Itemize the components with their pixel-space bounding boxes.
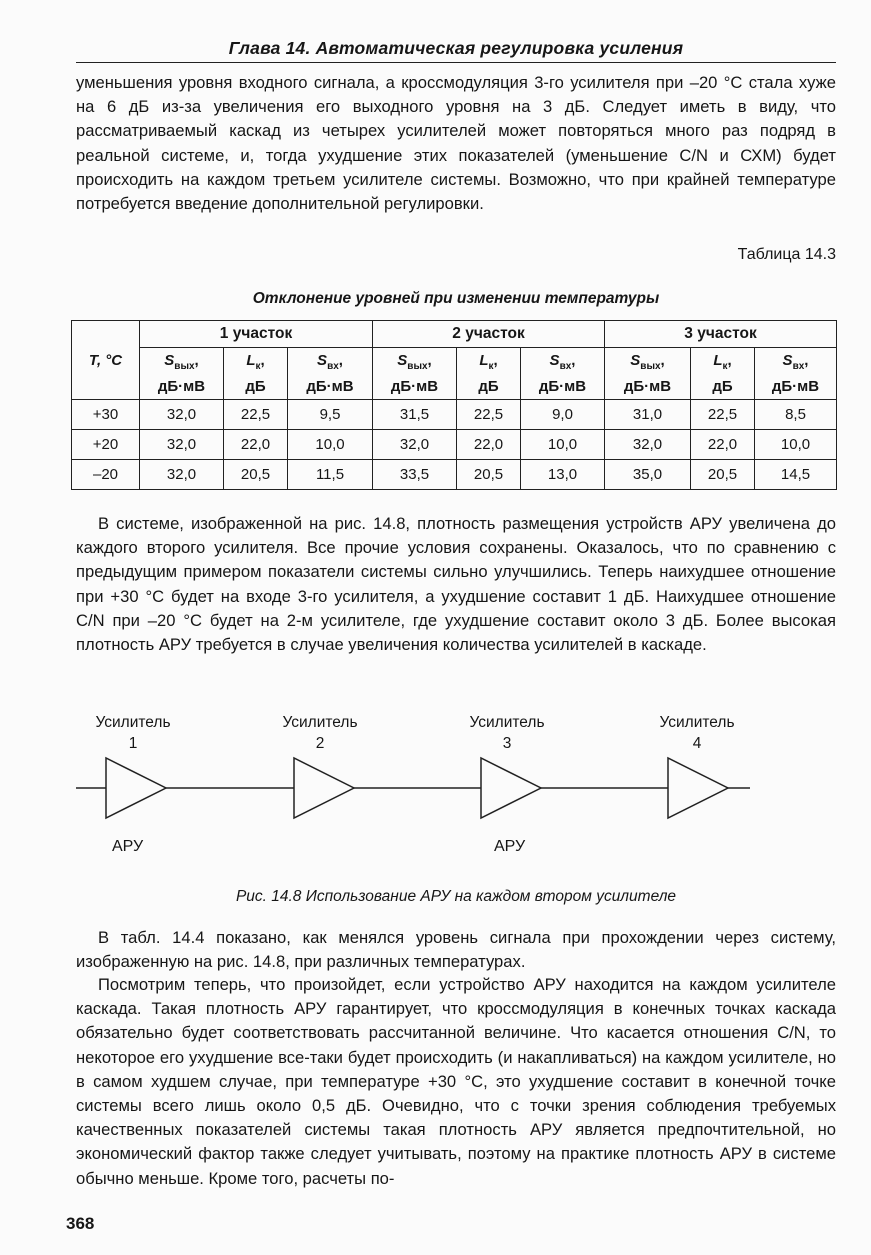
table-cell: 20,5 (224, 460, 288, 490)
amplifier-number: 4 (692, 735, 702, 752)
table-cell: 22,0 (224, 430, 288, 460)
column-symbol: S (317, 351, 328, 369)
table-column-header (521, 348, 605, 400)
table-cell: 33,5 (373, 460, 457, 490)
table-column-header (755, 348, 837, 400)
table-cell: 13,0 (521, 460, 605, 490)
amplifier-number: 3 (502, 735, 512, 752)
temperature-cell: +30 (72, 400, 140, 430)
column-unit: дБ (478, 377, 499, 395)
running-head-title: Глава 14. Автоматическая регулировка усиления (228, 38, 684, 58)
amplifier-label-3 (447, 712, 567, 754)
figure-14-8 (70, 706, 790, 866)
agc-label-amplifier-1: АРУ (112, 838, 144, 855)
table-cell: 22,5 (691, 400, 755, 430)
column-symbol-subscript: вых (640, 360, 661, 372)
table-cell: 10,0 (288, 430, 373, 460)
column-symbol: S (549, 351, 560, 369)
column-symbol-separator: , (338, 351, 343, 369)
table-cell: 8,5 (755, 400, 837, 430)
table-subheader-row (72, 348, 837, 400)
column-unit: дБ (245, 377, 266, 395)
amplifier-label-4 (637, 712, 757, 754)
column-unit: дБ·мВ (157, 377, 206, 395)
header-divider (76, 62, 836, 63)
column-symbol-subscript: вых (407, 360, 428, 372)
table-cell: 32,0 (140, 430, 224, 460)
column-symbol-subscript: вых (174, 360, 195, 372)
column-symbol-subscript: вх (559, 360, 572, 372)
column-symbol: L (713, 351, 723, 369)
column-symbol: S (782, 351, 793, 369)
column-symbol-subscript: к (488, 360, 494, 372)
paragraph-4: Посмотрим теперь, что произойдет, если устройство АРУ находится на каждом усилителе каскада. Такая плотность АРУ гарантирует, что кроссмодуляция в конечных точках каскада обязательно будет соответствовать рассчитанной величине. Что касается отношения C/N, то некоторое его ухудшение все-таки будет происходить (и накапливаться) на каждом усилителе, но в самом худшем случае, при температуре +30 °С, это ухудшение составит в конечной точке системы всего лишь около 0,5 дБ. Очевидно, что с точки зрения соблюдения требуемых качественных показателей системы такая плотность АРУ является предпочтительной, но экономический фактор также следует учитывать, поэтому на практике плотность АРУ в системе обычно меньше. Кроме того, расчеты по- (76, 975, 836, 1188)
amplifier-2-triangle (294, 758, 354, 818)
table-body (72, 400, 837, 490)
column-symbol: S (630, 351, 641, 369)
paragraph-1: уменьшения уровня входного сигнала, а кроссмодуляция 3-го усилителя при –20 °С стала хуже на 6 дБ из-за увеличения его выходного уровня на 3 дБ. Следует иметь в виду, что рассматриваемый каскад из четырех усилителей может повторяться много раз подряд в реальной системе, и, тогда ухудшение этих показателей (уменьшение C/N и СХМ) будет происходить на каждом третьем усилителе системы. Возможно, что при крайней температуре потребуется введение дополнительной регулировки. (76, 73, 836, 214)
table-column-header (691, 348, 755, 400)
table-cell: 22,0 (457, 430, 521, 460)
amplifier-name: Усилитель (469, 714, 545, 731)
page-number: 368 (66, 1214, 95, 1233)
table-cell: 32,0 (140, 400, 224, 430)
column-symbol-separator: , (727, 351, 732, 369)
amplifier-name: Усилитель (659, 714, 735, 731)
column-symbol: S (164, 351, 175, 369)
column-symbol: S (397, 351, 408, 369)
table-column-header (140, 348, 224, 400)
table-column-header (288, 348, 373, 400)
table-column-header (457, 348, 521, 400)
amplifier-label-2 (260, 712, 380, 754)
amplifier-number: 2 (315, 735, 325, 752)
column-unit: дБ·мВ (306, 377, 354, 395)
amplifier-name: Усилитель (95, 714, 171, 731)
table-number-label: Таблица 14.3 (737, 246, 836, 263)
column-symbol-separator: , (804, 351, 809, 369)
table-column-header (605, 348, 691, 400)
amplifier-3-triangle (481, 758, 541, 818)
table-cell: 22,5 (224, 400, 288, 430)
table-cell: 31,5 (373, 400, 457, 430)
table-cell: 31,0 (605, 400, 691, 430)
temperature-cell: +20 (72, 430, 140, 460)
table-cell: 9,0 (521, 400, 605, 430)
figure-caption: Рис. 14.8 Использование АРУ на каждом втором усилителе (235, 888, 677, 905)
column-symbol-separator: , (260, 351, 265, 369)
amplifier-label-1 (73, 712, 193, 754)
table-cell: 22,0 (691, 430, 755, 460)
table-cell: 20,5 (457, 460, 521, 490)
table-cell: 14,5 (755, 460, 837, 490)
column-symbol-subscript: к (255, 360, 261, 372)
table-cell: 9,5 (288, 400, 373, 430)
table-cell: 35,0 (605, 460, 691, 490)
table-cell: 22,5 (457, 400, 521, 430)
agc-label-amplifier-3: АРУ (494, 838, 526, 855)
table-cell: 32,0 (605, 430, 691, 460)
column-unit: дБ·мВ (623, 377, 672, 395)
column-unit: дБ·мВ (538, 377, 587, 395)
column-symbol-separator: , (493, 351, 498, 369)
amplifier-1-triangle (106, 758, 166, 818)
table-cell: 11,5 (288, 460, 373, 490)
table-cell: 10,0 (755, 430, 837, 460)
column-unit: дБ (712, 377, 733, 395)
column-symbol-separator: , (427, 351, 432, 369)
table-row (72, 430, 837, 460)
paragraph-3: В табл. 14.4 показано, как менялся уровень сигнала при прохождении через систему, изображенную на рис. 14.8, при различных температурах. (76, 928, 836, 972)
amplifier-number: 1 (128, 735, 138, 752)
table-header-temperature: T, °C (72, 321, 140, 400)
table-column-header (373, 348, 457, 400)
table-cell: 20,5 (691, 460, 755, 490)
table-cell: 10,0 (521, 430, 605, 460)
column-symbol-separator: , (194, 351, 199, 369)
column-symbol: L (246, 351, 256, 369)
column-unit: дБ·мВ (390, 377, 439, 395)
table-group-header: 3 участок (605, 321, 837, 348)
paragraph-2: В системе, изображенной на рис. 14.8, плотность размещения устройств АРУ увеличена до каждого второго усилителя. Все прочие условия сохранены. Оказалось, что по сравнению с предыдущим примером показатели системы сильно улучшились. Теперь наихудшее отношение при +30 °С будет на входе 3-го усилителя, а ухудшение составит 1 дБ. Наихудшее отношение C/N при –20 °С будет на 2-м усилителе, где ухудшение составит около 3 дБ. Более высокая плотность АРУ требуется в случае увеличения количества усилителей в каскаде. (76, 514, 836, 655)
column-unit: дБ·мВ (771, 377, 820, 395)
column-symbol-subscript: к (722, 360, 728, 372)
amplifier-name: Усилитель (282, 714, 358, 731)
table-cell: 32,0 (373, 430, 457, 460)
column-symbol-separator: , (660, 351, 665, 369)
column-symbol-separator: , (571, 351, 576, 369)
column-symbol-subscript: вх (327, 360, 339, 372)
column-symbol-subscript: вх (792, 360, 805, 372)
temperature-cell: –20 (72, 460, 140, 490)
table-cell: 32,0 (140, 460, 224, 490)
table-row (72, 400, 837, 430)
table-group-header: 2 участок (373, 321, 605, 348)
table-group-header: 1 участок (140, 321, 373, 348)
table-title: Отклонение уровней при изменении температуры (252, 290, 660, 307)
amplifier-4-triangle (668, 758, 728, 818)
column-symbol: L (479, 351, 489, 369)
table-row (72, 460, 837, 490)
table-column-header (224, 348, 288, 400)
temperature-deviation-table (71, 320, 837, 490)
